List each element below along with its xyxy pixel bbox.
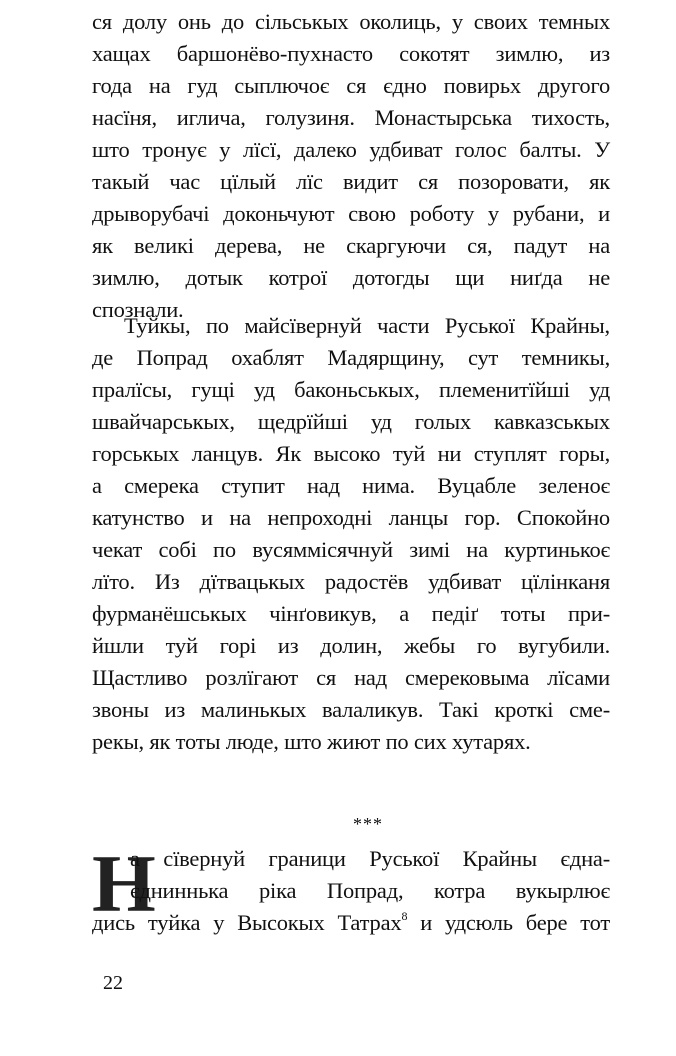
- text-line: швайчарськых, щедрїйші уд голых кавказськых: [92, 409, 610, 434]
- text-line: фурманёшськых чінґовикув, а педіґ тоты при-: [92, 601, 610, 626]
- page-number: 22: [103, 972, 123, 994]
- text-fragment: и удсюль бере тот: [407, 910, 610, 935]
- text-line: чекат собі по вусяммісячнуй зимі на куртинькоє: [92, 537, 610, 562]
- text-line: [92, 907, 610, 939]
- text-line: лїто. Из дїтвацькых радостёв удбиват цїлінканя: [92, 569, 610, 594]
- text-line: пралїсы, гущі уд баконьськых, племенитїйші уд: [92, 377, 610, 402]
- text-line: спознали.: [92, 297, 184, 322]
- text-line: года на гуд сыплючоє ся єдно повирьх другого: [92, 73, 610, 98]
- text-line: а сївернуй граници Руської Крайны єдна-: [130, 846, 610, 871]
- text-line: што тронує у лїсї, далеко удбиват голос балты. У: [92, 137, 610, 162]
- text-line: де Попрад охаблят Мадярщину, сут темникы,: [92, 345, 610, 370]
- paragraph-1: [92, 6, 610, 326]
- text-line: зимлю, дотык котрої дотогды щи ниґда не: [92, 265, 610, 290]
- text-line: такый час цїлый лїс видит ся позоровати, як: [92, 169, 610, 194]
- paragraph-3: [92, 838, 610, 939]
- text-line: катунство и на непроходні ланцы гор. Спокойно: [92, 505, 610, 530]
- text-line: хащах баршонёво-пухнасто сокотят зимлю, из: [92, 41, 610, 66]
- text-line: йшли туй горі из долин, жебы го вугубили.: [92, 633, 610, 658]
- text-line: Туйкы, по майсївернуй части Руської Крайны,: [124, 313, 610, 338]
- text-fragment: дись туйка у Высокых Татрах: [92, 910, 402, 935]
- drop-cap: Н: [92, 838, 156, 929]
- footnote-marker: 8: [401, 909, 408, 923]
- text-line: насїня, иглича, голузиня. Монастырська тихость,: [92, 105, 610, 130]
- paragraph-2: [92, 310, 610, 758]
- section-separator: ***: [353, 814, 383, 834]
- text-line: як великі дерева, не скаргуючи ся, падут на: [92, 233, 610, 258]
- text-line: Щастливо розлїгают ся над смерековыма лїсами: [92, 665, 610, 690]
- text-line: звоны из малинькых валаликув. Такі кроткі сме-: [92, 697, 610, 722]
- text-line: ся долу онь до сільськых околиць, у своих темных: [92, 9, 610, 34]
- text-line: а смерека ступит над нима. Вуцабле зеленоє: [92, 473, 610, 498]
- text-line: єдниннька ріка Попрад, котра вукырлює: [130, 878, 610, 903]
- text-line: горськых ланцув. Як высоко туй ни ступлят горы,: [92, 441, 610, 466]
- text-line: дрыворубачі доконьчуют свою роботу у рубани, и: [92, 201, 610, 226]
- text-line: рекы, як тоты люде, што жиют по сих хутарях.: [92, 729, 531, 754]
